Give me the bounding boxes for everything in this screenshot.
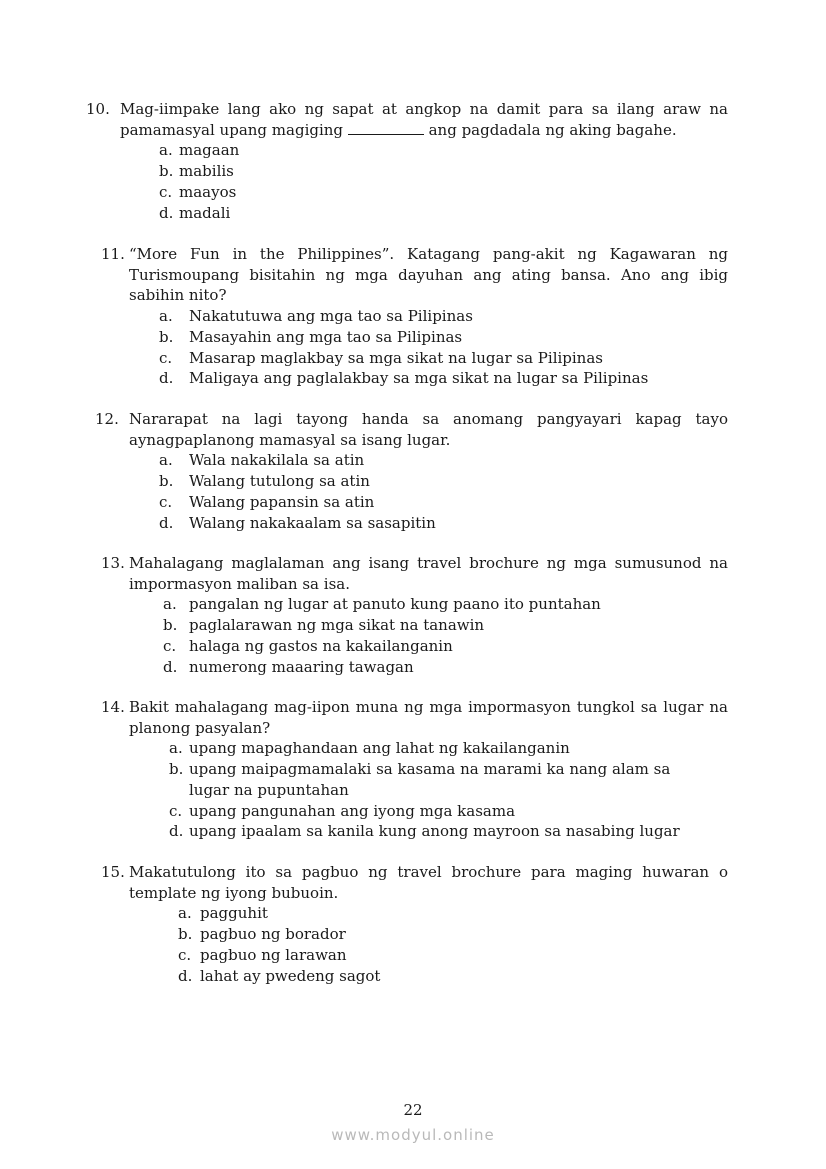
option-b	[163, 615, 728, 636]
option-text: Masayahin ang mga tao sa Pilipinas	[189, 327, 463, 346]
option-text: Wala nakakilala sa atin	[189, 451, 365, 470]
option-b	[159, 327, 728, 348]
option-a	[159, 306, 728, 327]
option-a	[159, 450, 728, 471]
option-text: pangalan ng lugar at panuto kung paano ito puntahan	[189, 595, 601, 614]
option-d	[178, 966, 728, 987]
option-letter: a.	[159, 141, 173, 160]
watermark: www.modyul.online	[331, 1126, 495, 1144]
option-text: Nakatutuwa ang mga tao sa Pilipinas	[189, 307, 473, 326]
option-c	[163, 636, 728, 657]
options-list	[163, 594, 728, 677]
option-a	[159, 140, 728, 161]
options-list	[169, 738, 727, 842]
option-letter: d.	[169, 822, 184, 841]
option-text: Walang papansin sa atin	[189, 492, 375, 511]
option-d	[159, 203, 728, 224]
option-letter: a.	[178, 904, 192, 923]
question-stem: Makatutulong ito sa pagbuo ng travel brochure para maging huwaran o template ng iyong bubuoin.	[129, 863, 728, 902]
option-letter: d.	[159, 203, 174, 222]
option-b	[159, 161, 728, 182]
option-letter: c.	[159, 182, 173, 201]
option-text: upang maipagmamalaki sa kasama na marami ka nang alam sa lugar na pupuntahan	[189, 760, 671, 799]
option-d	[169, 821, 727, 842]
question-11	[101, 244, 728, 389]
options-list	[159, 450, 728, 533]
option-letter: b.	[163, 616, 178, 635]
options-list	[178, 903, 728, 986]
option-text: Walang nakakaalam sa sasapitin	[189, 513, 436, 532]
question-14	[101, 697, 728, 842]
option-d	[163, 657, 728, 678]
option-letter: d.	[163, 657, 178, 676]
question-10	[86, 99, 728, 223]
option-b	[169, 759, 727, 800]
option-letter: c.	[178, 945, 192, 964]
option-c	[178, 945, 728, 966]
options-list	[159, 140, 728, 223]
option-letter: a.	[169, 739, 183, 758]
option-text: madali	[179, 203, 231, 222]
option-letter: d.	[159, 513, 174, 532]
option-c	[159, 492, 728, 513]
option-d	[159, 513, 728, 534]
option-letter: b.	[169, 760, 184, 779]
option-letter: c.	[169, 801, 183, 820]
question-12	[95, 409, 728, 533]
option-text: numerong maaaring tawagan	[189, 657, 414, 676]
question-number: 12.	[95, 410, 119, 428]
option-text: lahat ay pwedeng sagot	[200, 966, 381, 985]
option-d	[159, 368, 728, 389]
page-number: 22	[403, 1101, 423, 1119]
option-b	[178, 924, 728, 945]
option-text: upang mapaghandaan ang lahat ng kakailanganin	[189, 739, 570, 758]
option-letter: b.	[178, 925, 193, 944]
option-text: Walang tutulong sa atin	[189, 472, 370, 491]
option-letter: b.	[159, 327, 174, 346]
option-letter: b.	[159, 162, 174, 181]
question-number: 14.	[101, 698, 125, 716]
option-text: Masarap maglakbay sa mga sikat na lugar sa Pilipinas	[189, 348, 603, 367]
option-a	[169, 738, 727, 759]
options-list	[159, 306, 728, 389]
option-letter: c.	[159, 492, 173, 511]
option-b	[159, 471, 728, 492]
option-c	[159, 348, 728, 369]
option-letter: c.	[163, 636, 177, 655]
question-stem: Nararapat na lagi tayong handa sa anomang pangyayari kapag tayo aynagpaplanong mamasyal sa isang lugar.	[129, 410, 728, 449]
question-stem: Bakit mahalagang mag-iipon muna ng mga impormasyon tungkol sa lugar na planong pasyalan?	[129, 698, 728, 737]
option-letter: a.	[163, 595, 177, 614]
option-text: pagguhit	[200, 904, 268, 923]
question-13	[101, 553, 728, 677]
option-text: upang pangunahan ang iyong mga kasama	[189, 801, 516, 820]
question-number: 13.	[101, 554, 125, 572]
question-number: 15.	[101, 863, 125, 881]
question-number: 10.	[86, 100, 110, 118]
option-a	[178, 903, 728, 924]
question-stem: Mahalagang maglalaman ang isang travel brochure ng mga sumusunod na impormasyon maliban sa isa.	[129, 554, 728, 593]
option-letter: d.	[178, 966, 193, 985]
question-stem: “More Fun in the Philippines”. Katagang pang-akit ng Kagawaran ng Turismoupang bisitahin ng mga dayuhan ang ating bansa. Ano ang ibig sabihin nito?	[129, 245, 728, 305]
question-number: 11.	[101, 245, 125, 263]
option-letter: d.	[159, 369, 174, 388]
option-text: halaga ng gastos na kakailanganin	[189, 636, 453, 655]
option-c	[169, 801, 727, 822]
option-text: paglalarawan ng mga sikat na tanawin	[189, 616, 485, 635]
option-text: maayos	[179, 182, 237, 201]
option-text: upang ipaalam sa kanila kung anong mayroon sa nasabing lugar	[189, 822, 680, 841]
answer-blank	[348, 120, 424, 135]
option-letter: a.	[159, 451, 173, 470]
option-text: Maligaya ang paglalakbay sa mga sikat na lugar sa Pilipinas	[189, 369, 649, 388]
option-c	[159, 182, 728, 203]
question-stem: Mag-iimpake lang ako ng sapat at angkop na damit para sa ilang araw na pamamasyal upang magiging ang pagdadala ng aking bagahe.	[120, 100, 728, 139]
option-text: magaan	[179, 141, 240, 160]
option-letter: a.	[159, 307, 173, 326]
option-a	[163, 594, 728, 615]
option-text: pagbuo ng larawan	[200, 945, 347, 964]
option-letter: c.	[159, 348, 173, 367]
option-text: pagbuo ng borador	[200, 925, 346, 944]
option-letter: b.	[159, 472, 174, 491]
option-text: mabilis	[179, 162, 234, 181]
question-15	[101, 862, 728, 986]
